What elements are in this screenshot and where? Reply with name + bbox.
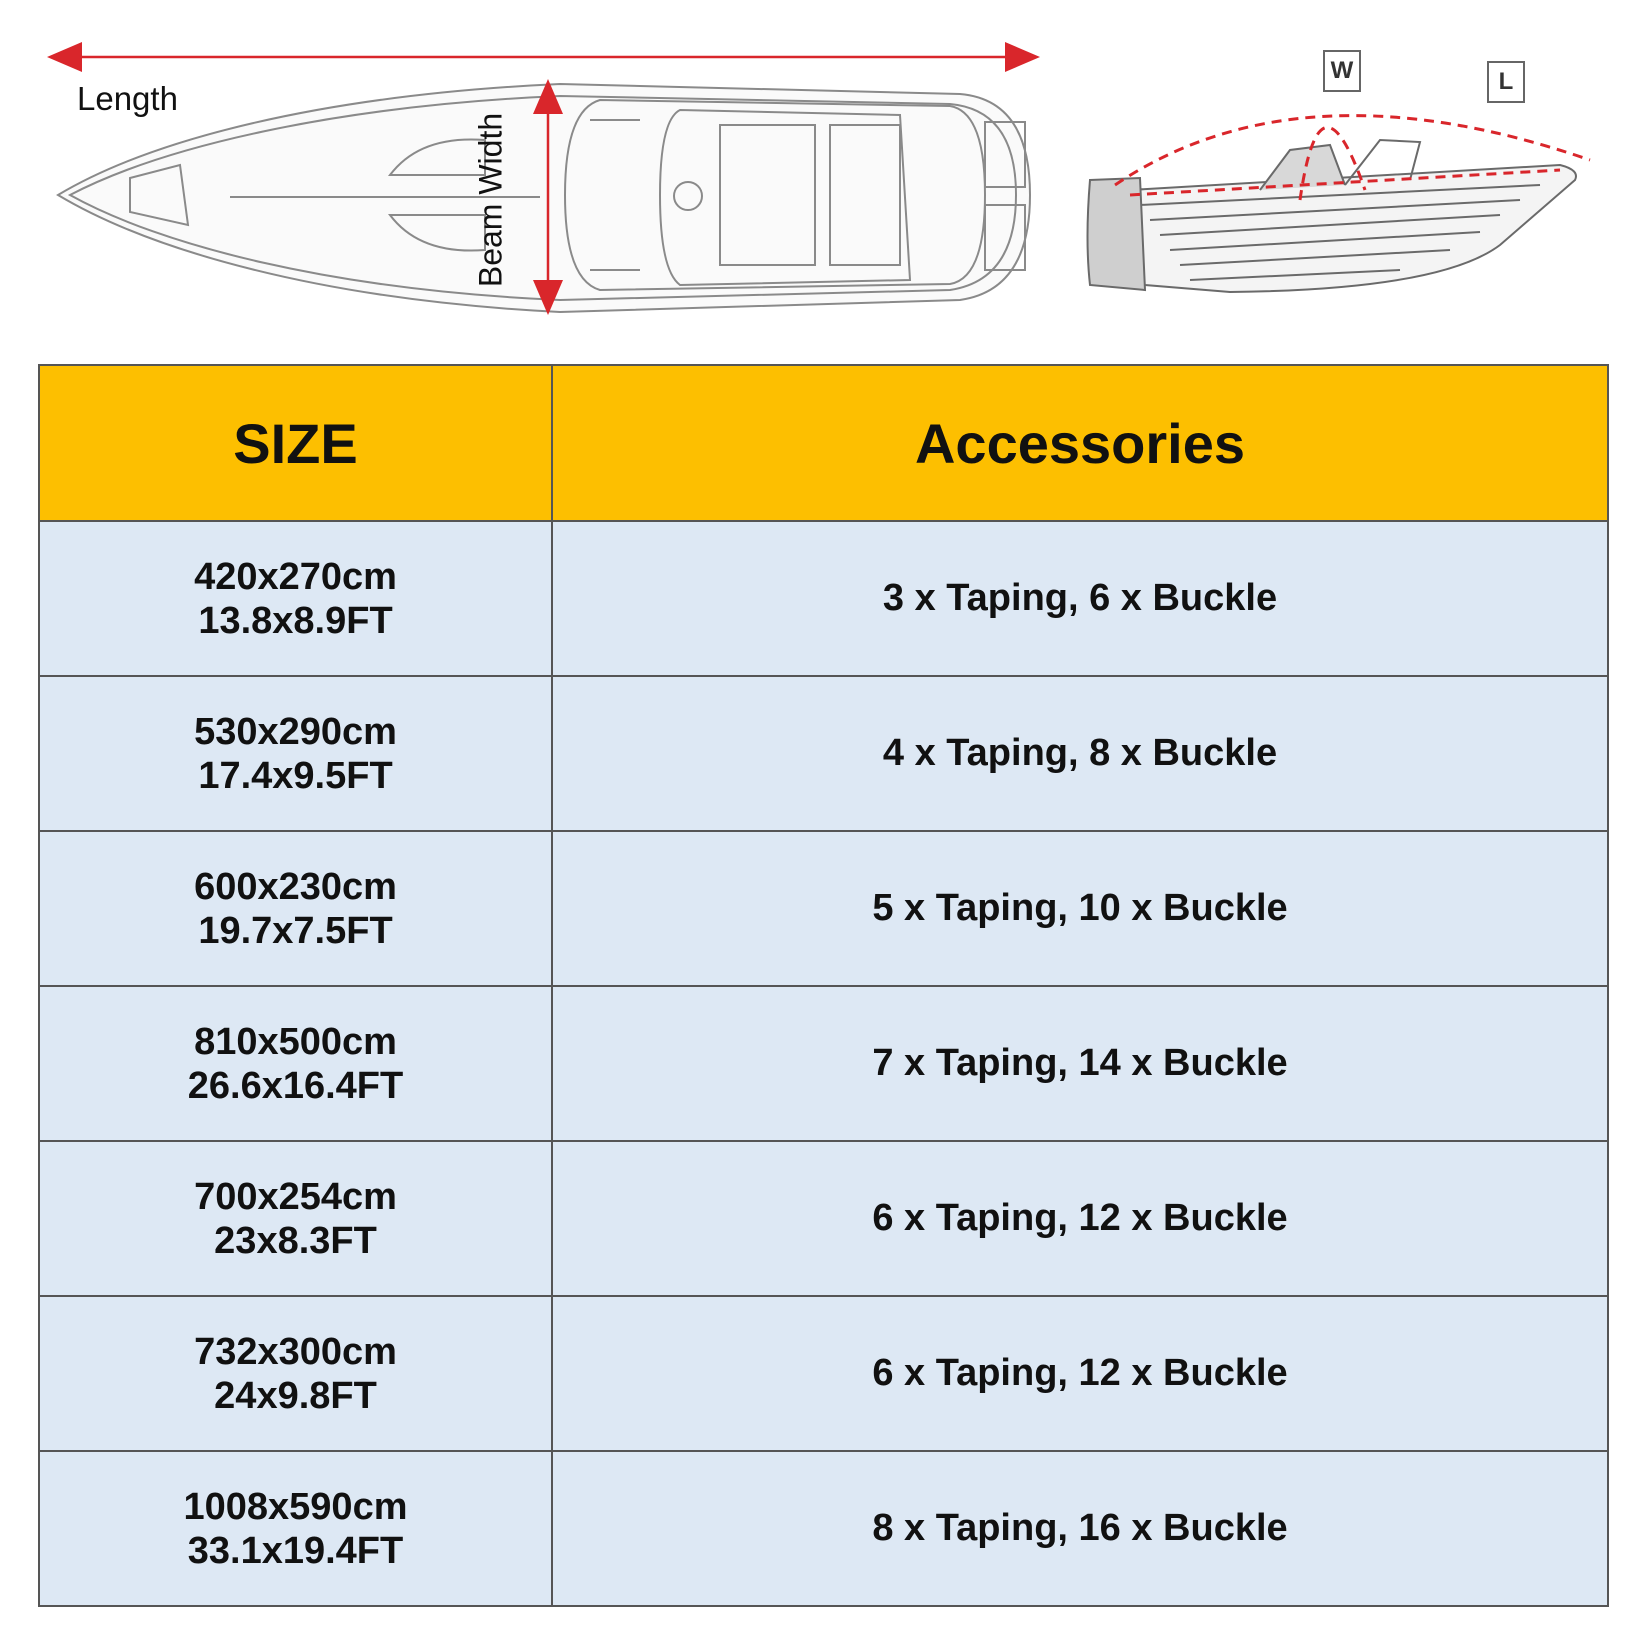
size-cell xyxy=(39,1296,552,1451)
table-row xyxy=(39,831,1608,986)
accessories-cell: 6 x Taping, 12 x Buckle xyxy=(552,1296,1608,1451)
length-tag: L xyxy=(1487,61,1525,103)
table-header-row xyxy=(39,365,1608,521)
boat-side-view xyxy=(1088,140,1577,292)
table-row xyxy=(39,676,1608,831)
accessories-cell: 4 x Taping, 8 x Buckle xyxy=(552,676,1608,831)
size-cell xyxy=(39,986,552,1141)
accessories-cell: 5 x Taping, 10 x Buckle xyxy=(552,831,1608,986)
length-label: Length xyxy=(77,80,178,117)
size-header: SIZE xyxy=(39,365,552,521)
size-cm: 600x230cm xyxy=(194,865,397,908)
table-row xyxy=(39,1451,1608,1606)
size-ft: 17.4x9.5FT xyxy=(198,754,393,797)
beam-width-label: Beam Width xyxy=(472,112,509,288)
size-cm: 700x254cm xyxy=(194,1175,397,1218)
size-ft: 26.6x16.4FT xyxy=(187,1064,404,1107)
size-cm: 530x290cm xyxy=(194,710,397,753)
accessories-header: Accessories xyxy=(552,365,1608,521)
size-cm: 810x500cm xyxy=(194,1020,397,1063)
size-cell xyxy=(39,831,552,986)
boat-diagram xyxy=(0,0,1640,350)
size-ft: 33.1x19.4FT xyxy=(187,1529,404,1572)
size-cm: 420x270cm xyxy=(194,555,397,598)
size-cell xyxy=(39,1141,552,1296)
width-tag: W xyxy=(1323,50,1361,92)
table-row xyxy=(39,1296,1608,1451)
table-row xyxy=(39,521,1608,676)
boat-illustration xyxy=(0,0,1640,350)
size-ft: 13.8x8.9FT xyxy=(198,599,393,642)
size-cell xyxy=(39,1451,552,1606)
boat-top-view xyxy=(58,84,1030,312)
accessories-cell: 6 x Taping, 12 x Buckle xyxy=(552,1141,1608,1296)
size-ft: 24x9.8FT xyxy=(214,1374,377,1417)
accessories-cell: 7 x Taping, 14 x Buckle xyxy=(552,986,1608,1141)
size-cell xyxy=(39,521,552,676)
table-row xyxy=(39,1141,1608,1296)
accessories-cell: 3 x Taping, 6 x Buckle xyxy=(552,521,1608,676)
size-ft: 23x8.3FT xyxy=(214,1219,377,1262)
size-cm: 1008x590cm xyxy=(183,1485,408,1528)
size-table xyxy=(38,364,1609,1607)
size-cell xyxy=(39,676,552,831)
table-row xyxy=(39,986,1608,1141)
accessories-cell: 8 x Taping, 16 x Buckle xyxy=(552,1451,1608,1606)
size-ft: 19.7x7.5FT xyxy=(198,909,393,952)
size-cm: 732x300cm xyxy=(194,1330,397,1373)
